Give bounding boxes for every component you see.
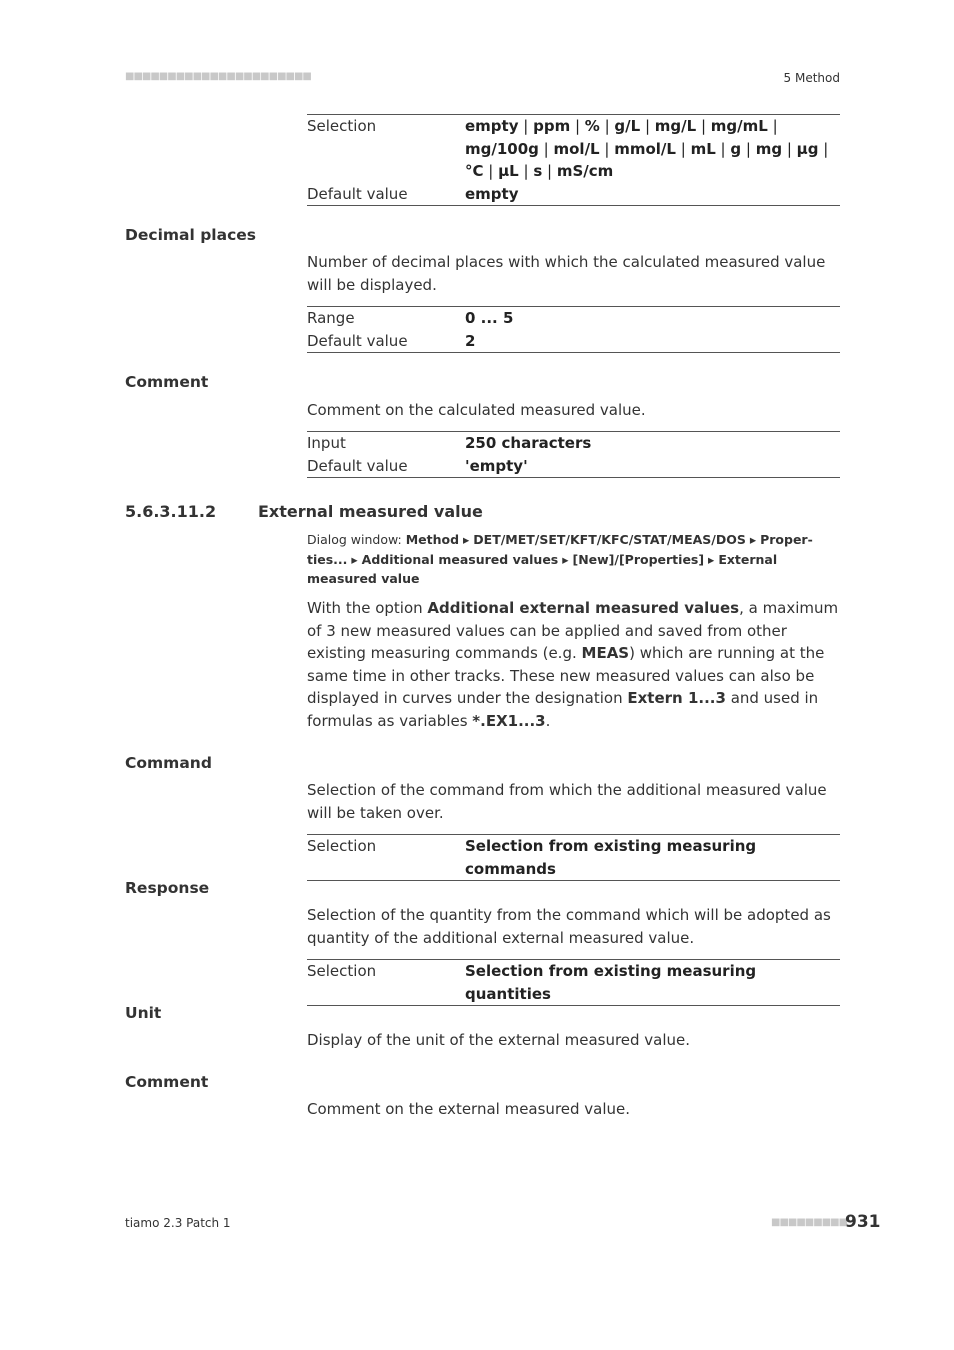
footer-decoration: ■■■■■■■■■ <box>771 1217 848 1228</box>
command-table <box>307 834 840 881</box>
selection-value: Selection from existing measuring quantities <box>465 962 757 1003</box>
intro-bold: Additional external measured values <box>427 599 740 617</box>
selection-value: Selection from existing measuring commands <box>465 837 757 878</box>
path-step: [New]/[Properties] <box>572 551 705 567</box>
separator: | <box>741 139 756 158</box>
separator: | <box>483 162 499 180</box>
path-step: Additional measured values <box>361 551 559 567</box>
unit-heading: Unit <box>125 1004 162 1022</box>
selection-values <box>465 115 840 183</box>
path-arrow-icon: ▸ <box>558 551 573 567</box>
unit-option: mS/cm <box>556 162 614 180</box>
separator: | <box>640 117 655 135</box>
separator: | <box>696 117 711 135</box>
separator: | <box>538 139 554 158</box>
separator: | <box>518 162 534 180</box>
unit-option: s <box>533 162 543 180</box>
comment-description: Comment on the external measured value. <box>307 1100 631 1118</box>
dialog-window-path <box>307 530 840 589</box>
path-step: Method <box>405 532 460 547</box>
table-row <box>307 455 840 478</box>
decimal-places-description: Number of decimal places with which the calculated measured value will be displayed. <box>307 253 826 294</box>
default-value: 'empty' <box>465 456 528 475</box>
default-label: Default value <box>307 456 408 475</box>
table-row <box>307 835 840 880</box>
comment-heading: Comment <box>125 373 209 391</box>
unit-option: g/L <box>614 117 641 135</box>
command-heading: Command <box>125 754 212 772</box>
unit-option: °C <box>465 162 484 180</box>
separator: | <box>542 162 557 180</box>
unit-option: mL <box>690 139 716 158</box>
table-row <box>307 960 840 1005</box>
response-table <box>307 959 840 1006</box>
table-row <box>307 330 840 353</box>
intro-bold: *.EX1...3 <box>472 711 546 730</box>
separator: | <box>599 139 615 158</box>
selection-label: Selection <box>307 962 377 980</box>
separator: | <box>570 117 585 135</box>
command-description: Selection of the command from which the additional measured value will be taken over. <box>307 781 827 822</box>
path-arrow-icon: ▸ <box>459 532 474 547</box>
response-description: Selection of the quantity from the command which will be adopted as quantity of the additional external measured value. <box>307 906 831 947</box>
response-heading: Response <box>125 879 210 897</box>
separator: | <box>518 117 534 135</box>
unit-option: µL <box>498 162 519 180</box>
intro-text: ) which are running at the same time in other tracks. These new measured values can also be displayed in curves under the designation <box>307 644 825 707</box>
page-number: 931 <box>845 1212 881 1232</box>
default-value: empty <box>465 184 519 203</box>
dialog-prefix: Dialog window: <box>307 532 406 547</box>
separator: | <box>599 117 615 135</box>
separator: | <box>782 139 797 158</box>
path-arrow-icon: ▸ <box>745 532 761 547</box>
selection-label: Selection <box>307 117 377 135</box>
unit-option: mol/L <box>553 139 600 158</box>
selection-label: Selection <box>307 837 377 855</box>
header-decoration: ■■■■■■■■■■■■■■■■■■■■■■ <box>125 71 311 82</box>
separator: | <box>675 139 691 158</box>
unit-option: mmol/L <box>614 139 676 158</box>
unit-option: mg/mL <box>710 117 768 135</box>
separator: | <box>715 139 731 158</box>
range-value: 0 ... 5 <box>465 309 514 327</box>
unit-option: empty <box>465 117 519 135</box>
unit-option: µg <box>796 139 819 158</box>
header-chapter: 5 Method <box>783 71 840 85</box>
path-step: DET/MET/SET/KFT/KFC/STAT/MEAS/DOS <box>473 532 746 547</box>
table-row <box>307 432 840 455</box>
unit-option: mg/L <box>654 117 697 135</box>
table-row <box>307 115 840 183</box>
input-value: 250 characters <box>465 434 592 452</box>
unit-option: mg/100g <box>465 139 539 158</box>
unit-option: mg <box>755 139 783 158</box>
unit-option: % <box>584 117 600 135</box>
intro-text: . <box>545 711 551 730</box>
separator: | <box>818 139 829 158</box>
section-title: External measured value <box>258 502 483 521</box>
unit-option: ppm <box>533 117 571 135</box>
intro-bold: Extern 1...3 <box>627 689 726 707</box>
comment-table <box>307 431 840 478</box>
footer-product: tiamo 2.3 Patch 1 <box>125 1216 231 1230</box>
path-arrow-icon: ▸ <box>704 551 719 567</box>
unit-option: g <box>730 139 742 158</box>
default-label: Default value <box>307 184 408 203</box>
intro-paragraph <box>307 597 840 732</box>
comment-heading: Comment <box>125 1073 209 1091</box>
default-value: 2 <box>465 331 476 350</box>
section-number: 5.6.3.11.2 <box>125 502 217 521</box>
decimal-places-table <box>307 306 840 353</box>
intro-bold: MEAS <box>581 644 630 662</box>
unit-description: Display of the unit of the external measured value. <box>307 1031 691 1049</box>
table-row <box>307 183 840 206</box>
path-arrow-icon: ▸ <box>347 551 362 567</box>
decimal-places-heading: Decimal places <box>125 226 256 244</box>
separator: | <box>767 117 778 135</box>
path-step: External measured value <box>307 551 778 586</box>
unit-selection-table <box>307 114 840 206</box>
intro-text: and used in formulas as variables <box>307 689 819 730</box>
comment-description: Comment on the calculated measured value. <box>307 401 646 419</box>
path-step: Proper-ties... <box>307 532 813 567</box>
intro-text: , a maximum of 3 new measured values can be applied and saved from other existing measuring commands (e.g. <box>307 599 839 662</box>
intro-text: With the option <box>307 599 428 617</box>
default-label: Default value <box>307 331 408 350</box>
table-row <box>307 307 840 330</box>
input-label: Input <box>307 434 346 452</box>
range-label: Range <box>307 309 355 327</box>
